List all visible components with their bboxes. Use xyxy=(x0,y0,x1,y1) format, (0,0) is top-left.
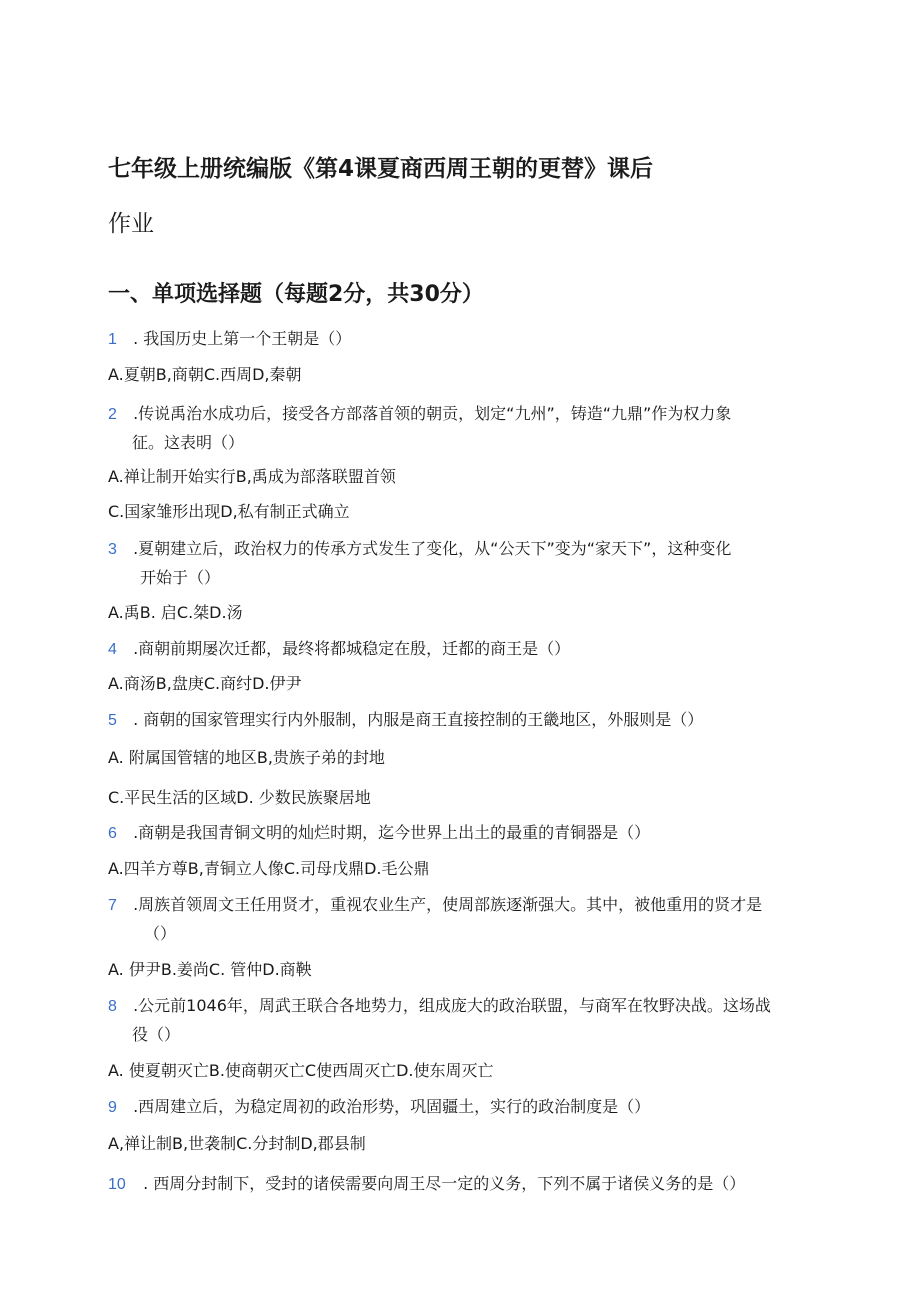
question-8-options: A. 使夏朝灭亡B.使商朝灭亡C使西周灭亡D.使东周灭亡 xyxy=(108,1061,494,1080)
question-5-options-row2: C.平民生活的区域D. 少数民族聚居地 xyxy=(108,788,371,807)
question-text: .商朝是我国青铜文明的灿烂时期，迄今世界上出土的最重的青铜器是（） xyxy=(133,823,651,842)
question-text: .西周建立后，为稳定周初的政治形势，巩固疆土，实行的政治制度是（） xyxy=(133,1097,651,1116)
question-number: 3 xyxy=(108,541,117,558)
question-number: 7 xyxy=(108,897,117,914)
question-number: 9 xyxy=(108,1099,117,1116)
document-title-continued: 作业 xyxy=(108,211,154,237)
question-text: .传说禹治水成功后，接受各方部落首领的朝贡，划定“九州”，铸造“九鼎”作为权力象 xyxy=(133,404,732,423)
question-7-options: A. 伊尹B.姜尚C. 管仲D.商鞅 xyxy=(108,960,312,979)
question-text-continued: 役（） xyxy=(132,1025,181,1044)
question-text: .夏朝建立后，政治权力的传承方式发生了变化，从“公天下”变为“家天下”，这种变化 xyxy=(133,539,732,558)
section-heading: 一、单项选择题（每题2分，共30分） xyxy=(108,282,484,307)
question-text: . 西周分封制下，受封的诸侯需要向周王尽一定的义务，下列不属于诸侯义务的是（） xyxy=(143,1174,746,1193)
question-2-options-row1: A.禅让制开始实行B,禹成为部落联盟首领 xyxy=(108,467,396,486)
question-9 xyxy=(108,1093,808,1122)
question-text-continued: 征。这表明（） xyxy=(132,433,245,452)
document-title: 七年级上册统编版《第4课夏商西周王朝的更替》课后 xyxy=(108,156,654,182)
question-number: 5 xyxy=(108,712,117,729)
question-text-continued: 开始于（） xyxy=(140,568,221,587)
question-text: .公元前1046年，周武王联合各地势力，组成庞大的政治联盟，与商军在牧野决战。这场战 xyxy=(133,996,771,1015)
question-text: .周族首领周文王任用贤才，重视农业生产，使周部族逐渐强大。其中，被他重用的贤才是 xyxy=(133,895,763,914)
question-4-options: A.商汤B,盘庚C.商纣D.伊尹 xyxy=(108,674,302,693)
question-number: 2 xyxy=(108,406,117,423)
question-text: .商朝前期屡次迁都，最终将都城稳定在殷，迁都的商王是（） xyxy=(133,639,571,658)
question-number: 8 xyxy=(108,998,117,1015)
question-7 xyxy=(108,891,808,948)
question-8 xyxy=(108,992,808,1049)
question-5 xyxy=(108,706,808,735)
question-3-options: A.禹B. 启C.桀D.汤 xyxy=(108,603,243,622)
question-text: . 商朝的国家管理实行内外服制，内服是商王直接控制的王畿地区，外服则是（） xyxy=(133,710,704,729)
question-1 xyxy=(108,325,808,354)
question-number: 6 xyxy=(108,825,117,842)
question-10 xyxy=(108,1170,808,1199)
question-5-options-row1: A. 附属国管辖的地区B,贵族子弟的封地 xyxy=(108,748,385,767)
question-6 xyxy=(108,819,808,848)
question-number: 4 xyxy=(108,641,117,658)
question-3 xyxy=(108,535,808,592)
question-2 xyxy=(108,400,808,457)
question-6-options: A.四羊方尊B,青铜立人像C.司母戊鼎D.毛公鼎 xyxy=(108,859,430,878)
question-text: . 我国历史上第一个王朝是（） xyxy=(133,329,352,348)
question-1-options: A.夏朝B,商朝C.西周D,秦朝 xyxy=(108,365,302,384)
question-9-options: A,禅让制B,世袭制C.分封制D,郡县制 xyxy=(108,1134,366,1153)
question-2-options-row2: C.国家雏形出现D,私有制正式确立 xyxy=(108,502,350,521)
question-4 xyxy=(108,635,808,664)
question-number: 10 xyxy=(108,1176,126,1193)
question-text-continued: （） xyxy=(144,924,177,943)
question-number: 1 xyxy=(108,331,117,348)
